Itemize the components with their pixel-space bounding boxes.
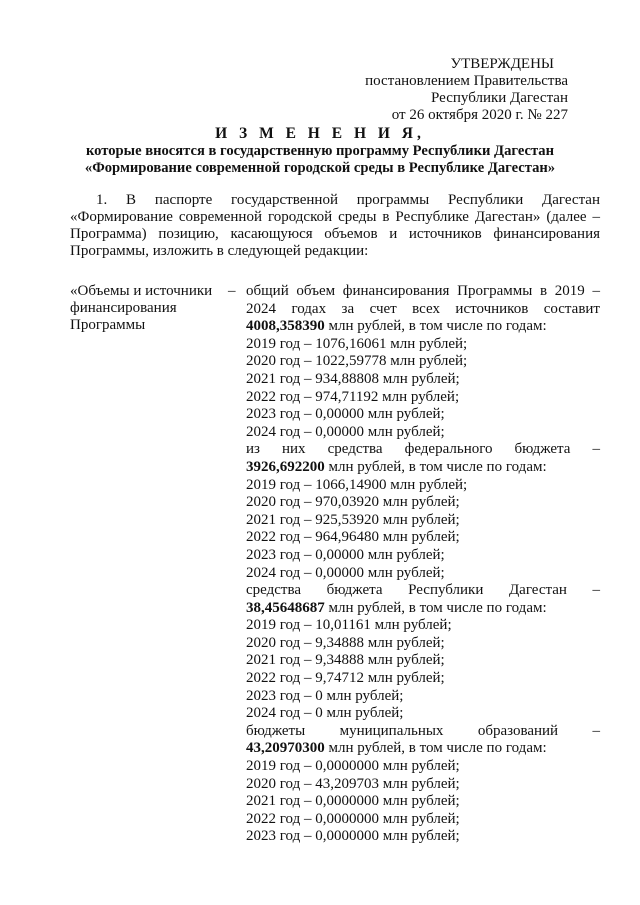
municipal-tail: млн рублей, в том числе по годам: bbox=[324, 740, 547, 757]
document-heading bbox=[40, 124, 600, 177]
republic-year-item: 2019 год – 10,01161 млн рублей; bbox=[246, 617, 452, 634]
municipal-year-item: 2020 год – 43,209703 млн рублей; bbox=[246, 775, 460, 792]
total-year-item: 2020 год – 1022,59778 млн рублей; bbox=[246, 353, 468, 370]
intro-paragraph bbox=[70, 192, 600, 260]
intro-text: 1. В паспорте государственной программы Республики Дагестан «Формирование современной городской среды в Республике Дагестан» (далее – Программа) позицию, касающуюся объемов и источников финансирования Программы, изложить в следующей редакции: bbox=[70, 192, 600, 259]
total-year-item: 2024 год – 0,00000 млн рублей; bbox=[246, 423, 445, 440]
label-line-2: финансирования bbox=[70, 300, 177, 316]
label-dash: – bbox=[228, 283, 236, 299]
total-intro: общий объем финансирования Программы в 2019 – 2024 годах за счет всех источников составит bbox=[246, 283, 600, 317]
total-year-item: 2022 год – 974,71192 млн рублей; bbox=[246, 388, 460, 405]
federal-tail: млн рублей, в том числе по годам: bbox=[324, 458, 547, 475]
total-amount-line bbox=[246, 318, 600, 336]
republic-year-item: 2020 год – 9,34888 млн рублей; bbox=[246, 634, 445, 651]
approval-title: УТВЕРЖДЕНЫ bbox=[450, 56, 554, 72]
label-line-3: Программы bbox=[70, 317, 146, 333]
republic-year-item: 2024 год – 0 млн рублей; bbox=[246, 705, 404, 722]
municipal-years-list bbox=[246, 758, 600, 846]
passport-label bbox=[70, 283, 245, 334]
republic-amount: 38,45648687 bbox=[246, 599, 325, 616]
federal-amount: 3926,692200 bbox=[246, 458, 325, 475]
republic-year-item: 2023 год – 0 млн рублей; bbox=[246, 687, 404, 704]
total-year-item: 2019 год – 1076,16061 млн рублей; bbox=[246, 335, 468, 352]
municipal-year-item: 2021 год – 0,0000000 млн рублей; bbox=[246, 793, 460, 810]
republic-tail: млн рублей, в том числе по годам: bbox=[324, 599, 547, 616]
heading-line-3: «Формирование современной городской среды в Республике Дагестан» bbox=[84, 160, 556, 176]
federal-year-item: 2024 год – 0,00000 млн рублей; bbox=[246, 564, 445, 581]
total-tail: млн рублей, в том числе по годам: bbox=[324, 318, 547, 335]
republic-years-list bbox=[246, 617, 600, 723]
total-year-item: 2021 год – 934,88808 млн рублей; bbox=[246, 370, 460, 387]
municipal-year-item: 2022 год – 0,0000000 млн рублей; bbox=[246, 810, 460, 827]
federal-year-item: 2021 год – 925,53920 млн рублей; bbox=[246, 511, 460, 528]
federal-intro: из них средства федерального бюджета – bbox=[246, 441, 600, 458]
federal-year-item: 2019 год – 1066,14900 млн рублей; bbox=[246, 476, 468, 493]
municipal-amount: 43,20970300 bbox=[246, 740, 325, 757]
approval-block bbox=[308, 56, 568, 124]
municipal-year-item: 2019 год – 0,0000000 млн рублей; bbox=[246, 758, 460, 775]
republic-amount-line bbox=[246, 600, 600, 618]
republic-year-item: 2022 год – 9,74712 млн рублей; bbox=[246, 670, 445, 687]
municipal-intro: бюджеты муниципальных образований – bbox=[246, 722, 600, 739]
label-line-1: «Объемы и источники bbox=[70, 283, 213, 299]
republic-year-item: 2021 год – 9,34888 млн рублей; bbox=[246, 652, 445, 669]
approval-line-2: постановлением Правительства bbox=[365, 73, 568, 89]
republic-intro: средства бюджета Республики Дагестан – bbox=[246, 582, 600, 599]
total-amount: 4008,358390 bbox=[246, 318, 325, 335]
approval-line-3: Республики Дагестан bbox=[431, 90, 568, 106]
total-years-list bbox=[246, 336, 600, 442]
approval-date: от 26 октября 2020 г. № 227 bbox=[391, 107, 568, 123]
federal-years-list bbox=[246, 477, 600, 583]
federal-year-item: 2022 год – 964,96480 млн рублей; bbox=[246, 529, 460, 546]
total-year-item: 2023 год – 0,00000 млн рублей; bbox=[246, 406, 445, 423]
passport-content bbox=[246, 283, 600, 846]
municipal-amount-line bbox=[246, 740, 600, 758]
federal-amount-line bbox=[246, 459, 600, 477]
heading-line-2: которые вносятся в государственную программу Республики Дагестан bbox=[85, 143, 555, 159]
heading-title: И З М Е Н Е Н И Я, bbox=[215, 125, 425, 142]
federal-year-item: 2023 год – 0,00000 млн рублей; bbox=[246, 546, 445, 563]
municipal-year-item: 2023 год – 0,0000000 млн рублей; bbox=[246, 828, 460, 845]
federal-year-item: 2020 год – 970,03920 млн рублей; bbox=[246, 494, 460, 511]
